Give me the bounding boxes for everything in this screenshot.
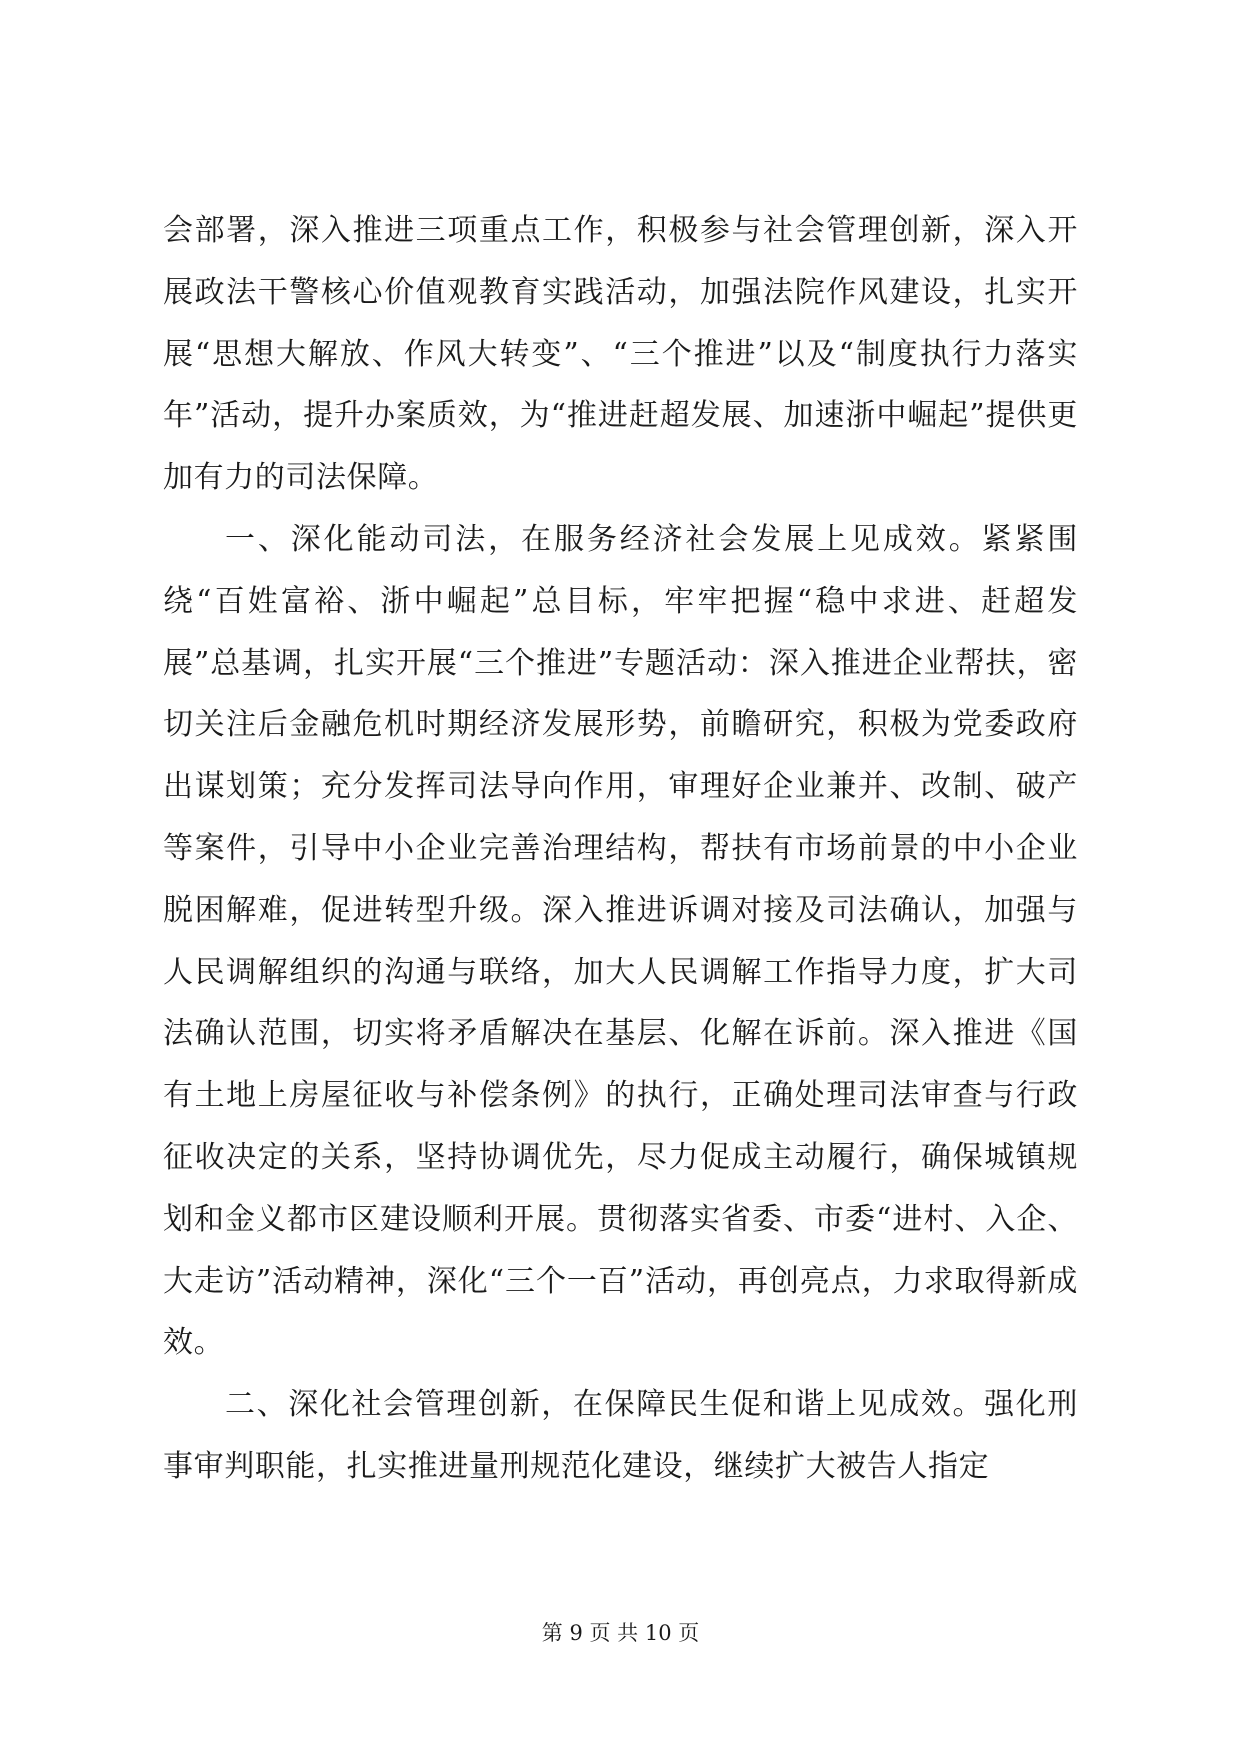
paragraph-section-one: 一、深化能动司法，在服务经济社会发展上见成效。紧紧围绕“百姓富裕、浙中崛起”总目标，牢牢把握“稳中求进、赶超发展”总基调，扎实开展“三个推进”专题活动：深入推进企业帮扶，密切关注后金融危机时期经济发展形势，前瞻研究，积极为党委政府出谋划策；充分发挥司法导向作用，审理好企业兼并、改制、破产等案件，引导中小企业完善治理结构，帮扶有市场前景的中小企业脱困解难，促进转型升级。深入推进诉调对接及司法确认，加强与人民调解组织的沟通与联络，加大人民调解工作指导力度，扩大司法确认范围，切实将矛盾解决在基层、化解在诉前。深入推进《国有土地上房屋征收与补偿条例》的执行，正确处理司法审查与行政征收决定的关系，坚持协调优先，尽力促成主动履行，确保城镇规划和金义都市区建设顺利开展。贯彻落实省委、市委“进村、入企、大走访”活动精神，深化“三个一百”活动，再创亮点，力求取得新成效。 (163, 521, 1078, 1361)
document-body (163, 200, 1078, 1498)
paragraph-section-two: 二、深化社会管理创新，在保障民生促和谐上见成效。强化刑事审判职能，扎实推进量刑规范化建设，继续扩大被告人指定 (163, 1387, 1078, 1484)
paragraph-continuation: 会部署，深入推进三项重点工作，积极参与社会管理创新，深入开展政法干警核心价值观教育实践活动，加强法院作风建设，扎实开展“思想大解放、作风大转变”、“三个推进”以及“制度执行力落实年”活动，提升办案质效，为“推进赶超发展、加速浙中崛起”提供更加有力的司法保障。 (163, 213, 1078, 496)
page-number-footer: 第 9 页 共 10 页 (541, 1621, 700, 1645)
